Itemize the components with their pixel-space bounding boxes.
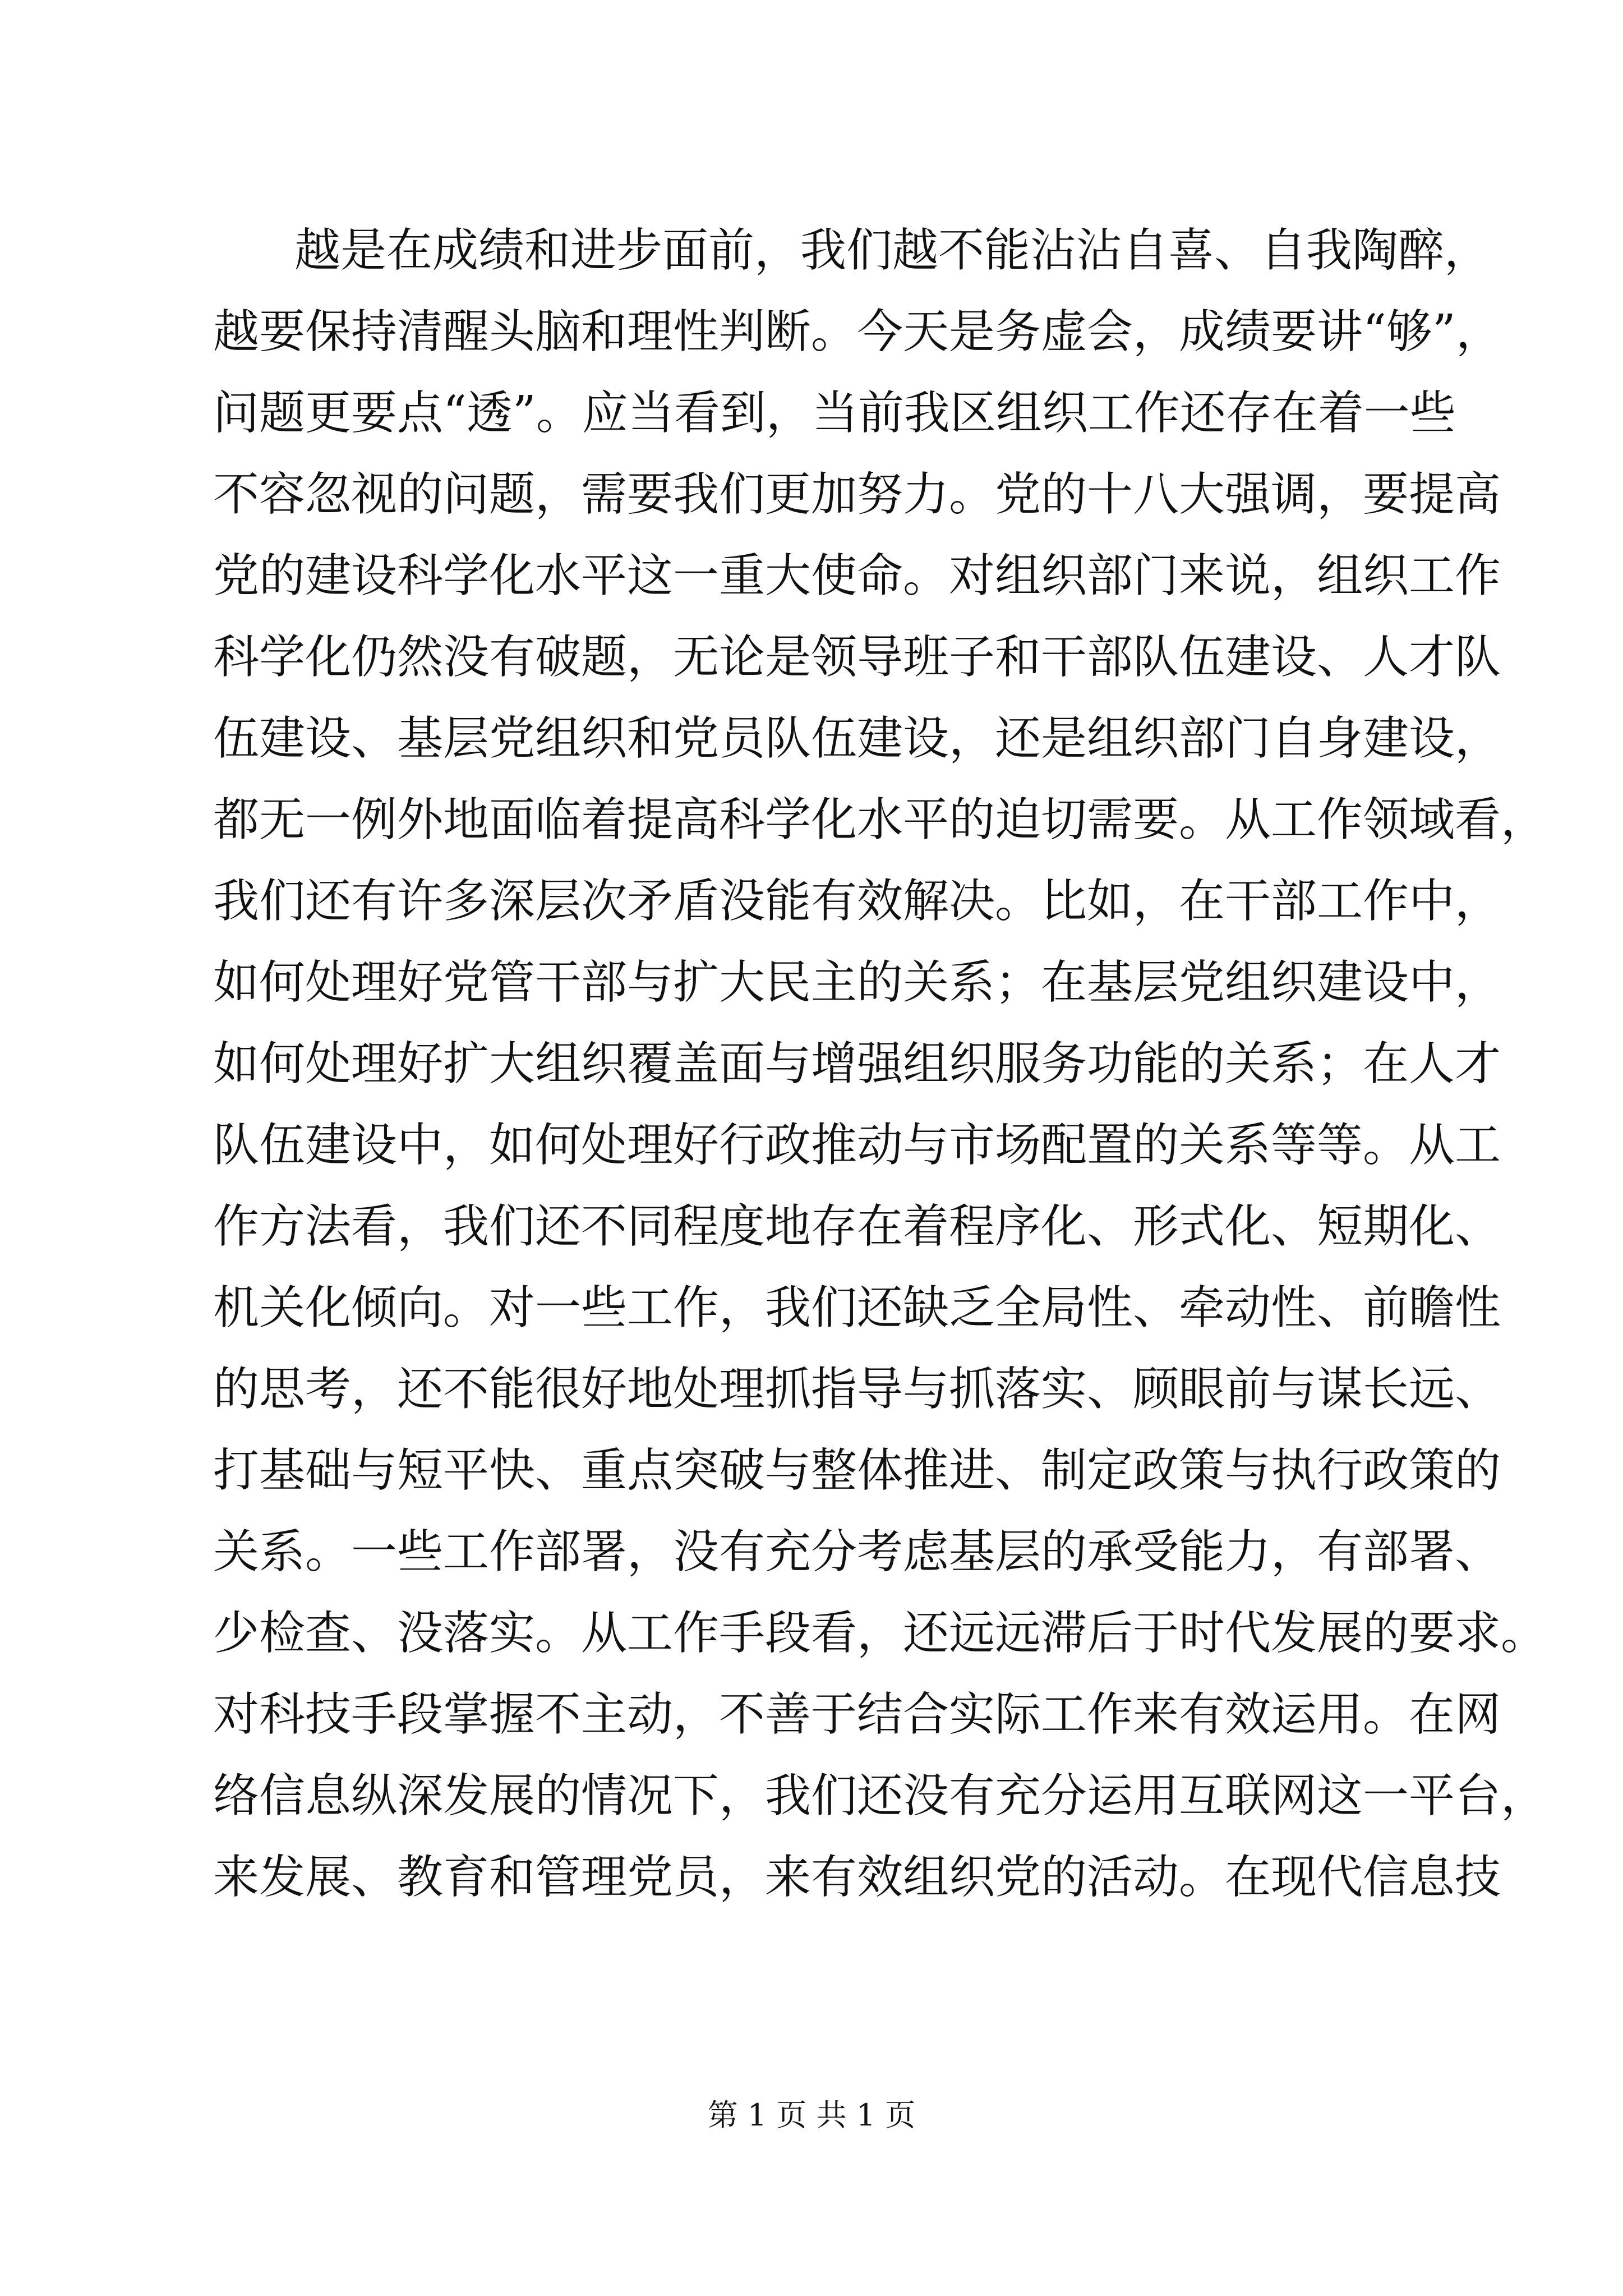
text-line: 如何处理好扩大组织覆盖面与增强组织服务功能的关系；在人才 — [213, 1037, 1501, 1091]
text-line: 作方法看，我们还不同程度地存在着程序化、形式化、短期化、 — [213, 1200, 1501, 1253]
text-line: 都无一例外地面临着提高科学化水平的迫切需要。从工作领域看， — [213, 793, 1547, 846]
text-line: 少检查、没落实。从工作手段看，还远远滞后于时代发展的要求。 — [213, 1607, 1547, 1660]
text-line: 关系。一些工作部署，没有充分考虑基层的承受能力，有部署、 — [213, 1525, 1501, 1579]
text-line: 越是在成绩和进步面前，我们越不能沾沾自喜、自我陶醉， — [294, 224, 1491, 277]
text-line: 队伍建设中，如何处理好行政推动与市场配置的关系等等。从工 — [213, 1119, 1501, 1172]
text-line: 来发展、教育和管理党员，来有效组织党的活动。在现代信息技 — [213, 1851, 1501, 1904]
text-line: 我们还有许多深层次矛盾没能有效解决。比如，在干部工作中， — [213, 875, 1501, 928]
text-line: 伍建设、基层党组织和党员队伍建设，还是组织部门自身建设， — [213, 712, 1501, 765]
text-line: 络信息纵深发展的情况下，我们还没有充分运用互联网这一平台， — [213, 1769, 1547, 1823]
text-line: 科学化仍然没有破题，无论是领导班子和干部队伍建设、人才队 — [213, 631, 1501, 684]
text-line: 不容忽视的问题，需要我们更加努力。党的十八大强调，要提高 — [213, 468, 1501, 521]
text-line: 越要保持清醒头脑和理性判断。今天是务虚会，成绩要讲“够”， — [213, 305, 1502, 358]
text-line: 问题更要点“透”。应当看到，当前我区组织工作还存在着一些 — [213, 386, 1456, 440]
body-paragraph — [213, 210, 1547, 1918]
text-line: 的思考，还不能很好地处理抓指导与抓落实、顾眼前与谋长远、 — [213, 1363, 1501, 1416]
text-line: 党的建设科学化水平这一重大使命。对组织部门来说，组织工作 — [213, 549, 1501, 602]
text-line: 打基础与短平快、重点突破与整体推进、制定政策与执行政策的 — [213, 1444, 1501, 1497]
text-line: 对科技手段掌握不主动，不善于结合实际工作来有效运用。在网 — [213, 1688, 1501, 1741]
text-line: 机关化倾向。对一些工作，我们还缺乏全局性、牵动性、前瞻性 — [213, 1281, 1501, 1335]
page-footer: 第 1 页 共 1 页 — [707, 2097, 916, 2133]
text-line: 如何处理好党管干部与扩大民主的关系；在基层党组织建设中， — [213, 956, 1501, 1009]
